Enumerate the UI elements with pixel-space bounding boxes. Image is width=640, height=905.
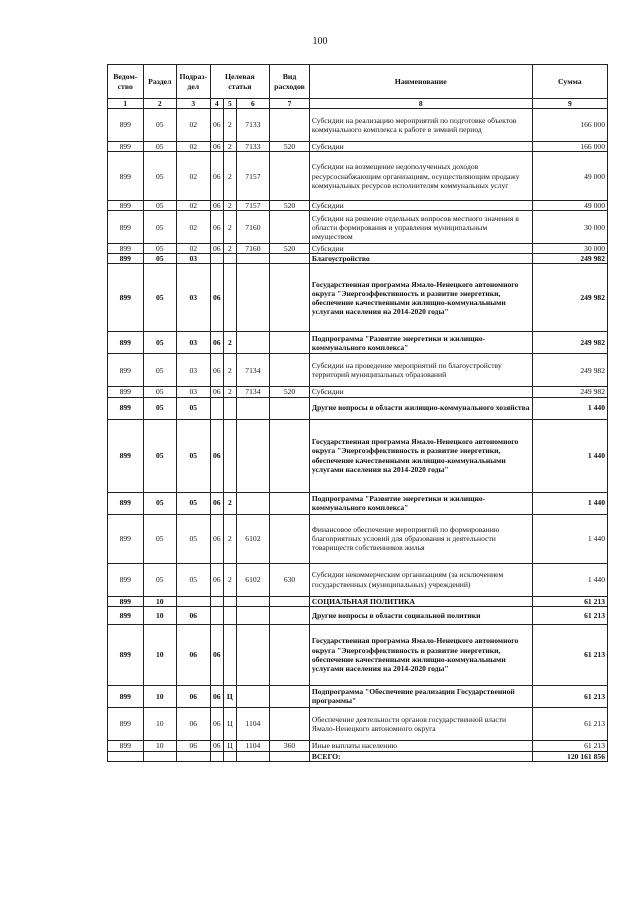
cell-razdel: 10 xyxy=(143,596,176,606)
cell-razdel: 10 xyxy=(143,624,176,685)
cell-program: 06 xyxy=(210,624,224,685)
table-row xyxy=(108,606,608,624)
cell-subprogram: 2 xyxy=(224,354,237,387)
table-row xyxy=(108,354,608,387)
cell-vedomstvo: 899 xyxy=(108,152,144,201)
cell-program xyxy=(210,254,224,264)
cell-naimenovanie: Иные выплаты населению xyxy=(309,740,532,751)
cell-razdel: 05 xyxy=(143,563,176,596)
table-row xyxy=(108,254,608,264)
cell-direction xyxy=(236,624,270,685)
column-number: 8 xyxy=(309,99,532,109)
total-cell-empty xyxy=(143,751,176,761)
cell-summa: 249 982 xyxy=(532,264,607,332)
cell-vid-rashodov: 520 xyxy=(270,244,310,254)
table-row xyxy=(108,563,608,596)
budget-table xyxy=(107,64,608,762)
cell-summa: 1 440 xyxy=(532,563,607,596)
cell-podrazdel: 03 xyxy=(177,254,210,264)
cell-vedomstvo: 899 xyxy=(108,211,144,244)
cell-vedomstvo: 899 xyxy=(108,606,144,624)
cell-subprogram: 2 xyxy=(224,211,237,244)
cell-vedomstvo: 899 xyxy=(108,109,144,142)
cell-summa: 30 000 xyxy=(532,244,607,254)
cell-naimenovanie: Другие вопросы в области жилищно-коммунального хозяйства xyxy=(309,397,532,419)
cell-summa: 30 000 xyxy=(532,211,607,244)
table-row xyxy=(108,492,608,514)
cell-naimenovanie: Государственная программа Ямало-Ненецкого автономного округа "Энергоэффективность и развитие энергетики, обеспечение качественными жилищно-коммунальными услугами населения на 2014-2020 годы" xyxy=(309,624,532,685)
table-row xyxy=(108,142,608,152)
cell-program xyxy=(210,596,224,606)
cell-podrazdel: 06 xyxy=(177,624,210,685)
cell-program: 06 xyxy=(210,563,224,596)
cell-vedomstvo: 899 xyxy=(108,142,144,152)
cell-podrazdel: 02 xyxy=(177,109,210,142)
cell-razdel: 05 xyxy=(143,492,176,514)
cell-vid-rashodov xyxy=(270,109,310,142)
total-cell-empty xyxy=(236,751,270,761)
table-row xyxy=(108,624,608,685)
column-number: 6 xyxy=(236,99,270,109)
header-row xyxy=(108,65,608,99)
cell-summa: 1 440 xyxy=(532,397,607,419)
cell-razdel: 05 xyxy=(143,142,176,152)
cell-vid-rashodov xyxy=(270,254,310,264)
cell-naimenovanie: Субсидии на реализацию мероприятий по подготовке объектов коммунального комплекса к работе в зимний период xyxy=(309,109,532,142)
cell-podrazdel: 06 xyxy=(177,606,210,624)
cell-summa: 49 000 xyxy=(532,201,607,211)
cell-razdel: 05 xyxy=(143,387,176,397)
cell-direction xyxy=(236,254,270,264)
cell-summa: 61 213 xyxy=(532,624,607,685)
cell-summa: 1 440 xyxy=(532,492,607,514)
cell-razdel: 05 xyxy=(143,264,176,332)
cell-subprogram: 2 xyxy=(224,142,237,152)
cell-naimenovanie: Государственная программа Ямало-Ненецкого автономного округа "Энергоэффективность и развитие энергетики, обеспечение качественными жилищно-коммунальными услугами населения на 2014-2020 годы" xyxy=(309,264,532,332)
cell-direction: 7157 xyxy=(236,152,270,201)
cell-naimenovanie: Подпрограмма "Развитие энергетики и жилищно-коммунального комплекса" xyxy=(309,492,532,514)
table-row xyxy=(108,596,608,606)
header-summa: Сумма xyxy=(532,65,607,99)
cell-summa: 166 000 xyxy=(532,142,607,152)
cell-direction: 7134 xyxy=(236,354,270,387)
cell-subprogram xyxy=(224,596,237,606)
cell-vedomstvo: 899 xyxy=(108,685,144,707)
cell-program: 06 xyxy=(210,354,224,387)
cell-program: 06 xyxy=(210,514,224,563)
cell-naimenovanie: Обеспечение деятельности органов государственной власти Ямало-Ненецкого автономного округа xyxy=(309,707,532,740)
cell-direction xyxy=(236,332,270,354)
cell-vedomstvo: 899 xyxy=(108,244,144,254)
table-row xyxy=(108,332,608,354)
cell-vedomstvo: 899 xyxy=(108,332,144,354)
cell-summa: 49 000 xyxy=(532,152,607,201)
cell-summa: 61 213 xyxy=(532,596,607,606)
cell-vedomstvo: 899 xyxy=(108,254,144,264)
cell-direction: 7133 xyxy=(236,109,270,142)
cell-vid-rashodov xyxy=(270,606,310,624)
cell-direction xyxy=(236,419,270,492)
cell-razdel: 10 xyxy=(143,740,176,751)
cell-direction xyxy=(236,685,270,707)
column-number: 1 xyxy=(108,99,144,109)
cell-podrazdel: 03 xyxy=(177,332,210,354)
column-number: 9 xyxy=(532,99,607,109)
total-cell-empty xyxy=(177,751,210,761)
cell-subprogram xyxy=(224,624,237,685)
cell-vid-rashodov xyxy=(270,264,310,332)
cell-subprogram: 2 xyxy=(224,109,237,142)
total-label: ВСЕГО: xyxy=(309,751,532,761)
table-row xyxy=(108,740,608,751)
cell-program xyxy=(210,606,224,624)
cell-direction: 6102 xyxy=(236,563,270,596)
cell-program: 06 xyxy=(210,492,224,514)
table-row xyxy=(108,419,608,492)
cell-podrazdel: 06 xyxy=(177,740,210,751)
table-row xyxy=(108,109,608,142)
cell-razdel: 05 xyxy=(143,419,176,492)
header-podrazdel: Подраз-дел xyxy=(177,65,210,99)
cell-podrazdel: 05 xyxy=(177,492,210,514)
cell-naimenovanie: Субсидии xyxy=(309,142,532,152)
cell-vid-rashodov xyxy=(270,354,310,387)
cell-vid-rashodov xyxy=(270,397,310,419)
header-celevaya-statya: Целевая статья xyxy=(210,65,270,99)
cell-summa: 61 213 xyxy=(532,685,607,707)
cell-vedomstvo: 899 xyxy=(108,596,144,606)
cell-summa: 249 982 xyxy=(532,332,607,354)
cell-subprogram xyxy=(224,419,237,492)
cell-subprogram: 2 xyxy=(224,152,237,201)
cell-razdel: 05 xyxy=(143,152,176,201)
cell-program: 06 xyxy=(210,142,224,152)
cell-vedomstvo: 899 xyxy=(108,563,144,596)
cell-program: 06 xyxy=(210,264,224,332)
cell-subprogram: Ц xyxy=(224,707,237,740)
cell-direction: 1104 xyxy=(236,740,270,751)
cell-razdel: 10 xyxy=(143,606,176,624)
cell-direction xyxy=(236,264,270,332)
cell-summa: 249 982 xyxy=(532,254,607,264)
cell-podrazdel: 03 xyxy=(177,387,210,397)
cell-subprogram xyxy=(224,254,237,264)
cell-subprogram xyxy=(224,264,237,332)
cell-naimenovanie: Финансовое обеспечение мероприятий по формированию благоприятных условий для образования и деятельности товариществ собственников жилья xyxy=(309,514,532,563)
cell-program: 06 xyxy=(210,685,224,707)
cell-subprogram: 2 xyxy=(224,514,237,563)
cell-vedomstvo: 899 xyxy=(108,624,144,685)
cell-summa: 61 213 xyxy=(532,740,607,751)
cell-vedomstvo: 899 xyxy=(108,514,144,563)
cell-razdel: 10 xyxy=(143,685,176,707)
cell-vid-rashodov xyxy=(270,152,310,201)
cell-subprogram: 2 xyxy=(224,201,237,211)
cell-vid-rashodov xyxy=(270,707,310,740)
cell-summa: 249 982 xyxy=(532,387,607,397)
cell-subprogram xyxy=(224,397,237,419)
table-row xyxy=(108,685,608,707)
cell-program: 06 xyxy=(210,387,224,397)
column-number-row xyxy=(108,99,608,109)
cell-razdel: 05 xyxy=(143,254,176,264)
cell-vid-rashodov xyxy=(270,492,310,514)
cell-naimenovanie: СОЦИАЛЬНАЯ ПОЛИТИКА xyxy=(309,596,532,606)
cell-razdel: 10 xyxy=(143,707,176,740)
cell-podrazdel: 06 xyxy=(177,707,210,740)
cell-summa: 1 440 xyxy=(532,419,607,492)
cell-program: 06 xyxy=(210,109,224,142)
cell-naimenovanie: Субсидии на возмещение недополученных доходов ресурсоснабжающим организациям, осуществляющим продажу коммунальных ресурсов исполнителям коммунальных услуг xyxy=(309,152,532,201)
cell-subprogram: Ц xyxy=(224,740,237,751)
cell-subprogram: 2 xyxy=(224,492,237,514)
cell-vid-rashodov xyxy=(270,419,310,492)
cell-naimenovanie: Подпрограмма "Обеспечение реализации Государственной программы" xyxy=(309,685,532,707)
header-razdel: Раздел xyxy=(143,65,176,99)
cell-vid-rashodov xyxy=(270,596,310,606)
cell-vid-rashodov: 520 xyxy=(270,142,310,152)
cell-naimenovanie: Государственная программа Ямало-Ненецкого автономного округа "Энергоэффективность и развитие энергетики, обеспечение качественными жилищно-коммунальными услугами населения на 2014-2020 годы" xyxy=(309,419,532,492)
cell-program: 06 xyxy=(210,152,224,201)
column-number: 3 xyxy=(177,99,210,109)
cell-subprogram: Ц xyxy=(224,685,237,707)
cell-podrazdel: 02 xyxy=(177,244,210,254)
total-cell-empty xyxy=(108,751,144,761)
cell-vedomstvo: 899 xyxy=(108,354,144,387)
cell-vedomstvo: 899 xyxy=(108,492,144,514)
cell-direction xyxy=(236,492,270,514)
column-number: 7 xyxy=(270,99,310,109)
cell-razdel: 05 xyxy=(143,514,176,563)
cell-naimenovanie: Субсидии xyxy=(309,201,532,211)
cell-razdel: 05 xyxy=(143,244,176,254)
cell-program: 06 xyxy=(210,707,224,740)
table-row xyxy=(108,387,608,397)
header-vedomstvo: Ведом-ство xyxy=(108,65,144,99)
cell-razdel: 05 xyxy=(143,201,176,211)
cell-naimenovanie: Подпрограмма "Развитие энергетики и жилищно-коммунального комплекса" xyxy=(309,332,532,354)
cell-naimenovanie: Субсидии некоммерческим организациям (за исключением государственных (муниципальных) учреждений) xyxy=(309,563,532,596)
cell-direction xyxy=(236,596,270,606)
total-row xyxy=(108,751,608,761)
cell-podrazdel: 02 xyxy=(177,142,210,152)
table-row xyxy=(108,201,608,211)
cell-vid-rashodov xyxy=(270,685,310,707)
cell-summa: 166 000 xyxy=(532,109,607,142)
cell-vedomstvo: 899 xyxy=(108,201,144,211)
table-row xyxy=(108,514,608,563)
total-cell-empty xyxy=(224,751,237,761)
cell-naimenovanie: Другие вопросы в области социальной политики xyxy=(309,606,532,624)
cell-vid-rashodov: 520 xyxy=(270,387,310,397)
cell-razdel: 05 xyxy=(143,332,176,354)
total-cell-empty xyxy=(270,751,310,761)
column-number: 5 xyxy=(224,99,237,109)
cell-vedomstvo: 899 xyxy=(108,397,144,419)
cell-naimenovanie: Субсидии на проведение мероприятий по благоустройству территорий муниципальных образований xyxy=(309,354,532,387)
table-row xyxy=(108,211,608,244)
cell-program xyxy=(210,397,224,419)
total-sum: 120 161 856 xyxy=(532,751,607,761)
cell-direction: 7134 xyxy=(236,387,270,397)
cell-direction: 7160 xyxy=(236,244,270,254)
cell-subprogram: 2 xyxy=(224,563,237,596)
cell-vid-rashodov xyxy=(270,211,310,244)
cell-podrazdel: 06 xyxy=(177,685,210,707)
cell-podrazdel: 05 xyxy=(177,397,210,419)
cell-program: 06 xyxy=(210,201,224,211)
cell-podrazdel: 05 xyxy=(177,514,210,563)
cell-razdel: 05 xyxy=(143,354,176,387)
cell-podrazdel: 05 xyxy=(177,419,210,492)
table-row xyxy=(108,397,608,419)
cell-program: 06 xyxy=(210,332,224,354)
header-naimenovanie: Наименование xyxy=(309,65,532,99)
cell-vedomstvo: 899 xyxy=(108,707,144,740)
cell-direction xyxy=(236,606,270,624)
cell-program: 06 xyxy=(210,244,224,254)
cell-summa: 249 982 xyxy=(532,354,607,387)
table-row xyxy=(108,264,608,332)
cell-direction: 7157 xyxy=(236,201,270,211)
cell-program: 06 xyxy=(210,419,224,492)
cell-podrazdel: 03 xyxy=(177,354,210,387)
cell-razdel: 05 xyxy=(143,109,176,142)
cell-direction: 1104 xyxy=(236,707,270,740)
cell-direction: 6102 xyxy=(236,514,270,563)
cell-vedomstvo: 899 xyxy=(108,264,144,332)
table-row xyxy=(108,707,608,740)
cell-podrazdel xyxy=(177,596,210,606)
header-vid-rashodov: Вид расходов xyxy=(270,65,310,99)
cell-naimenovanie: Субсидии xyxy=(309,244,532,254)
cell-summa: 61 213 xyxy=(532,707,607,740)
cell-podrazdel: 05 xyxy=(177,563,210,596)
cell-vid-rashodov: 630 xyxy=(270,563,310,596)
cell-vid-rashodov xyxy=(270,514,310,563)
cell-razdel: 05 xyxy=(143,211,176,244)
cell-subprogram xyxy=(224,606,237,624)
cell-program: 06 xyxy=(210,740,224,751)
cell-summa: 61 213 xyxy=(532,606,607,624)
cell-direction: 7160 xyxy=(236,211,270,244)
cell-vedomstvo: 899 xyxy=(108,419,144,492)
cell-naimenovanie: Субсидии на решение отдельных вопросов местного значения в области формирования и управления муниципальным имуществом xyxy=(309,211,532,244)
cell-vedomstvo: 899 xyxy=(108,740,144,751)
cell-naimenovanie: Благоустройство xyxy=(309,254,532,264)
page-number: 100 xyxy=(312,36,328,47)
cell-direction: 7133 xyxy=(236,142,270,152)
column-number: 4 xyxy=(210,99,224,109)
cell-vid-rashodov: 360 xyxy=(270,740,310,751)
cell-podrazdel: 02 xyxy=(177,152,210,201)
table-body xyxy=(108,109,608,752)
cell-subprogram: 2 xyxy=(224,332,237,354)
cell-program: 06 xyxy=(210,211,224,244)
cell-naimenovanie: Субсидии xyxy=(309,387,532,397)
cell-subprogram: 2 xyxy=(224,244,237,254)
table-row xyxy=(108,244,608,254)
cell-podrazdel: 03 xyxy=(177,264,210,332)
cell-vid-rashodov xyxy=(270,624,310,685)
cell-podrazdel: 02 xyxy=(177,201,210,211)
total-cell-empty xyxy=(210,751,224,761)
cell-razdel: 05 xyxy=(143,397,176,419)
cell-summa: 1 440 xyxy=(532,514,607,563)
cell-subprogram: 2 xyxy=(224,387,237,397)
table-row xyxy=(108,152,608,201)
column-number: 2 xyxy=(143,99,176,109)
cell-vedomstvo: 899 xyxy=(108,387,144,397)
cell-direction xyxy=(236,397,270,419)
cell-vid-rashodov xyxy=(270,332,310,354)
cell-vid-rashodov: 520 xyxy=(270,201,310,211)
cell-podrazdel: 02 xyxy=(177,211,210,244)
